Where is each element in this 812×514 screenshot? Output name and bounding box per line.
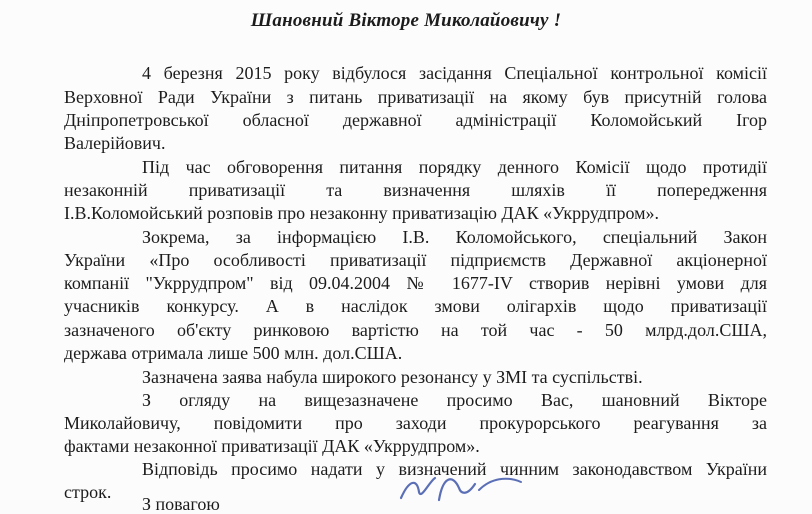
salutation: Шановний Вікторе Миколайовичу ! bbox=[250, 10, 562, 31]
body-line: Зокрема, за інформацією І.В. Коломойського, спеціальний Закон bbox=[142, 227, 767, 247]
body-line: Миколайовичу, повідомити про заходи прокурорського реагування за bbox=[64, 413, 767, 433]
body-line: 4 березня 2015 року відбулося засідання Спеціальної контрольної комісії bbox=[142, 63, 767, 83]
closing: З повагою bbox=[142, 494, 220, 514]
signature-image bbox=[395, 470, 525, 502]
body-line: З огляду на вищезазначене просимо Вас, шановний Вікторе bbox=[142, 390, 767, 410]
body-line: України «Про особливості приватизації підприємств Державної акціонерної bbox=[64, 250, 767, 270]
body-line: учасників конкурсу. А в наслідок змови олігархів щодо приватизації bbox=[64, 296, 767, 316]
body-line: Дніпропетровської обласної державної адміністрації Коломойський Ігор bbox=[64, 110, 767, 130]
body-line: Під час обговорення питання порядку денного Комісії щодо протидії bbox=[142, 157, 767, 177]
body-line: Верховної Ради України з питань приватизації на якому був присутній голова bbox=[64, 87, 767, 107]
body-line: компанії "Укррудпром" від 09.04.2004 № 1677-IV створив нерівні умови для bbox=[64, 273, 767, 293]
body-line: незаконній приватизації та визначення шляхів її попередження bbox=[64, 180, 767, 200]
body-line: Відповідь просимо надати у визначений чинним законодавством України bbox=[142, 459, 767, 479]
body-line: зазначеного об'єкту ринковою вартістю на той час - 50 млрд.дол.США, bbox=[64, 320, 767, 340]
body-line: Валерійович. bbox=[64, 133, 166, 153]
body-line: держава отримала лише 500 млн. дол.США. bbox=[64, 343, 403, 363]
body-line: фактами незаконної приватизації ДАК «Укррудпром». bbox=[64, 436, 480, 456]
body-line: Зазначена заява набула широкого резонансу у ЗМІ та суспільстві. bbox=[142, 367, 643, 387]
body-line: строк. bbox=[64, 482, 112, 502]
body-line: І.В.Коломойський розповів про незаконну приватизацію ДАК «Укррудпром». bbox=[64, 203, 660, 223]
